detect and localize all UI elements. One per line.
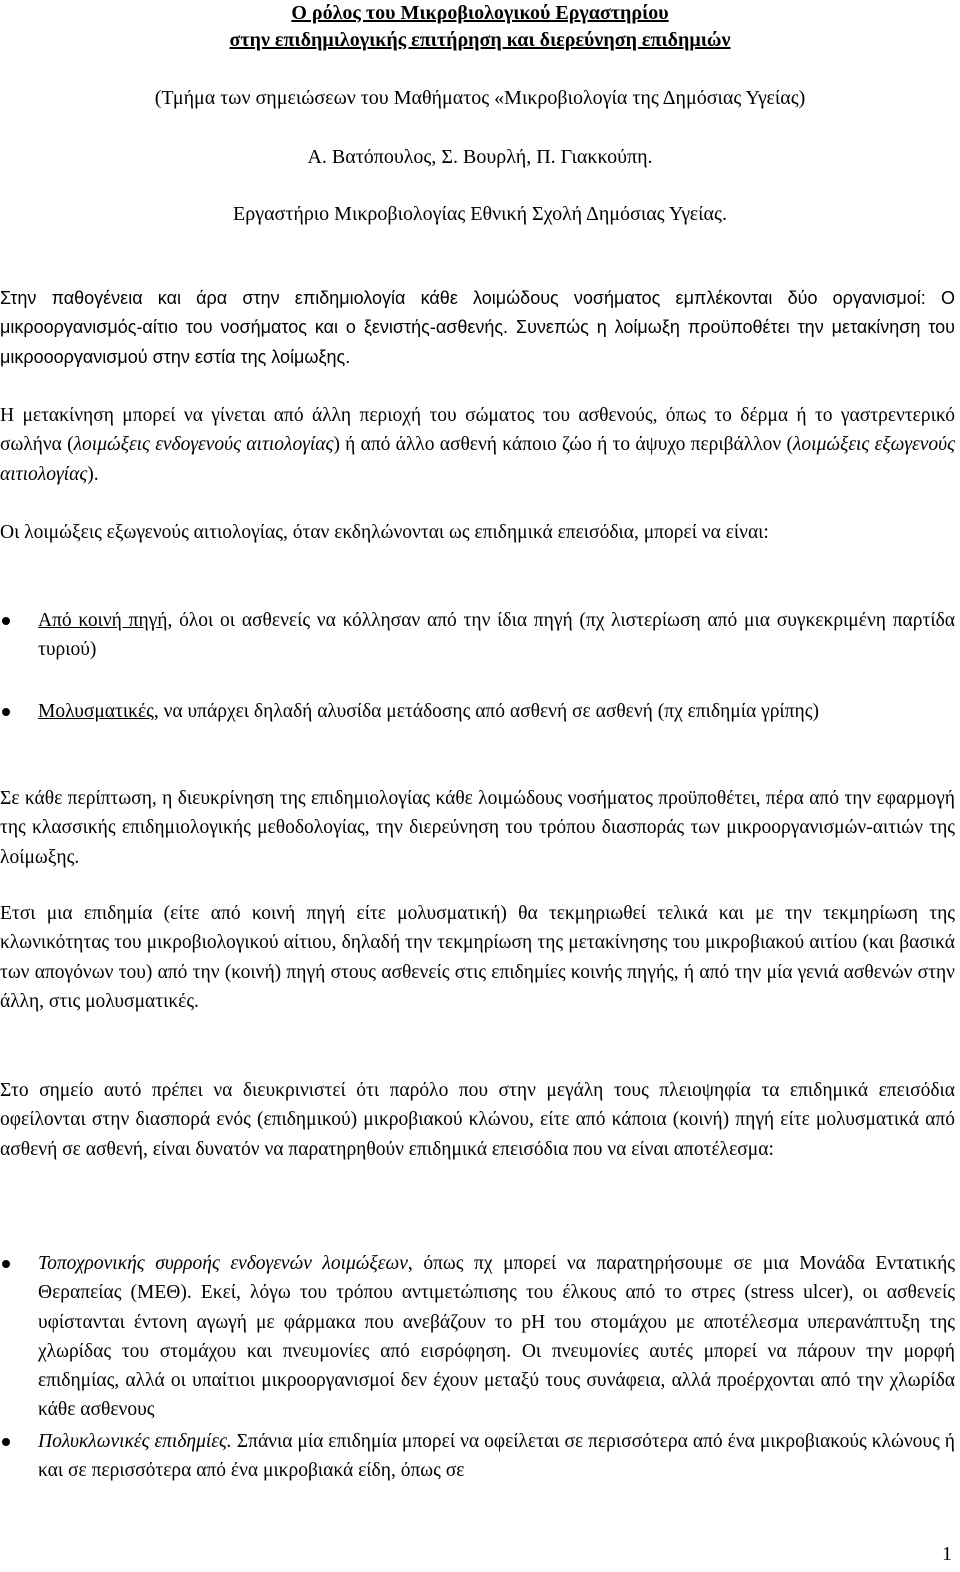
paragraph-movement-text-a: Η μετακίνηση μπορεί να γίνεται από άλλη περιοχή του σώματος του ασθενούς, όπως το δέρμα ή το γαστρεντερικό σωλήνα ( [0,405,955,456]
page-number: 1 [942,1543,952,1565]
bullet-polyclonal-text [38,1427,955,1486]
endogenous-cluster-desc: , όπως πχ μπορεί να παρατηρήσουμε σε μια Μονάδα Εντατικής Θεραπείας (ΜΕΘ). Εκεί, λόγω του τρόπου αντιμετώπισης του έλκους από το στρες (stress ulcer), οι ασθενείς υφίστανται έντονη αγωγή με φάρμακα που ανεβάζουν το pH του στομάχου με αποτέλεσμα υπερανάπτυξη της χλωρίδας του στομάχου και πνευμονίες από εισρόφηση. Οι πνευμονίες αυτές μπορεί να πάρουν την μορφή επιδημίας, αλλά οι υπαίτιοι μικροοργανισμοί δεν έχουν μεταξύ τους συνάφεια, αλλά προέρχονται από την χλωρίδα κάθε ασθενους [38,1253,955,1421]
bullet-icon [2,708,10,716]
polyclonal-term: Πολυκλωνικές επιδημίες. [38,1431,232,1452]
exogenous-term: λοιμώξεις εξωγενούς αιτιολογίας [0,434,956,485]
paragraph-movement-text-b: ) ή από άλλο ασθενή κάποιο ζώο ή το άψυχο περιβάλλον ( [333,434,793,456]
paragraph-pathogenesis: Στην παθογένεια και άρα στην επιδημιολογία κάθε λοιμώδους νοσήματος εμπλέκονται δύο οργανισμοί: Ο μικροοργανισμός-αίτιο του νοσήματος και ο ξενιστής-ασθενής. Συνεπώς η λοίμωξη προϋποθέτει την μετακίνηση του μικροοοργανισμού στην εστία της λοίμωξης. [0,288,955,367]
endogenous-cluster-term: Τοποχρονικής συρροής ενδογενών λοιμώξεων [38,1253,408,1274]
common-source-desc: , όλοι οι ασθενείς να κόλλησαν από την ίδια πηγή (πχ λιστερίωση από μια συγκεκριμένη παρτίδα τυριού) [38,610,955,661]
common-source-term: Από κοινή πηγή [38,610,168,631]
authors: Α. Βατόπουλος, Σ. Βουρλή, Π. Γιακκούπη. [307,146,653,168]
title-line-1: Ο ρόλος του Μικροβιολογικού Εργαστηρίου [291,2,669,24]
paragraph-movement [0,401,955,489]
bullet-icon [2,1438,10,1446]
endogenous-term: λοιμώξεις ενδογενούς αιτιολογίας [73,434,334,456]
paragraph-epidemic-documentation: Ετσι μια επιδημία (είτε από κοινή πηγή είτε μολυσματική) θα τεκμηριωθεί τελικά και με την τεκμηρίωση της κλωνικότητας του μικροβιολογικού αίτιου, δηλαδή την τεκμηρίωση της μετακίνησης του μικροβιακού αιτίου (και βασικά των απογόνων του) από την (κοινή) πηγή στους ασθενείς στις επιδημίες κοινής πηγής, ή από την μία γενιά ασθενών στην άλλη, στις μολυσματικές. [0,903,955,1012]
paragraph-clarification: Σε κάθε περίπτωση, η διευκρίνηση της επιδημιολογίας κάθε λοιμώδους νοσήματος προϋποθέτει, πέρα από την εφαρμογή της κλασσικής επιδημιολογικής μεθοδολογίας, την διερεύνηση του τρόπου διασποράς των μικροοργανισμών-αιτιών της λοίμωξης. [0,788,955,868]
bullet-endogenous-cluster-text [38,1249,955,1425]
bullet-common-source-text [38,606,955,665]
bullet-icon [2,1260,10,1268]
bullet-icon [2,617,10,625]
paragraph-movement-text-c: ). [87,463,99,485]
paragraph-exogenous: Οι λοιμώξεις εξωγενούς αιτιολογίας, όταν εκδηλώνονται ως επιδημικά επεισόδια, μπορεί να είναι: [0,522,769,543]
paragraph-clonal-spread: Στο σημείο αυτό πρέπει να διευκρινιστεί ότι παρόλο που στην μεγάλη τους πλειοψηφία τα επιδημικά επεισόδια οφείλονται στην διασπορά ενός (επιδημικού) μικροβιακού κλώνου, είτε από κάποια (κοινή) πηγή είτε μολυσματικά από ασθενή σε ασθενή, είναι δυνατόν να παρατηρηθούν επιδημικά επεισόδια που να είναι αποτέλεσμα: [0,1080,955,1160]
contagious-term: Μολυσματικές, [38,701,159,722]
subtitle: (Τμήμα των σημειώσεων του Μαθήματος «Μικροβιολογία της Δημόσιας Υγείας) [154,87,806,109]
title-line-2: στην επιδημιλογικής επιτήρηση και διερεύνηση επιδημιών [229,29,731,51]
contagious-desc: να υπάρχει δηλαδή αλυσίδα μετάδοσης από ασθενή σε ασθενή (πχ επιδημία γρίπης) [158,701,819,722]
polyclonal-desc: Σπάνια μία επιδημία μπορεί να οφείλεται σε περισσότερα από ένα μικροβιακούς κλώνους ή και σε περισσότερα από ένα μικροβιακά είδη, όπως σε [38,1431,955,1482]
affiliation: Εργαστήριο Μικροβιολογίας Εθνική Σχολή Δημόσιας Υγείας. [233,203,727,225]
bullet-contagious-text [38,697,955,726]
